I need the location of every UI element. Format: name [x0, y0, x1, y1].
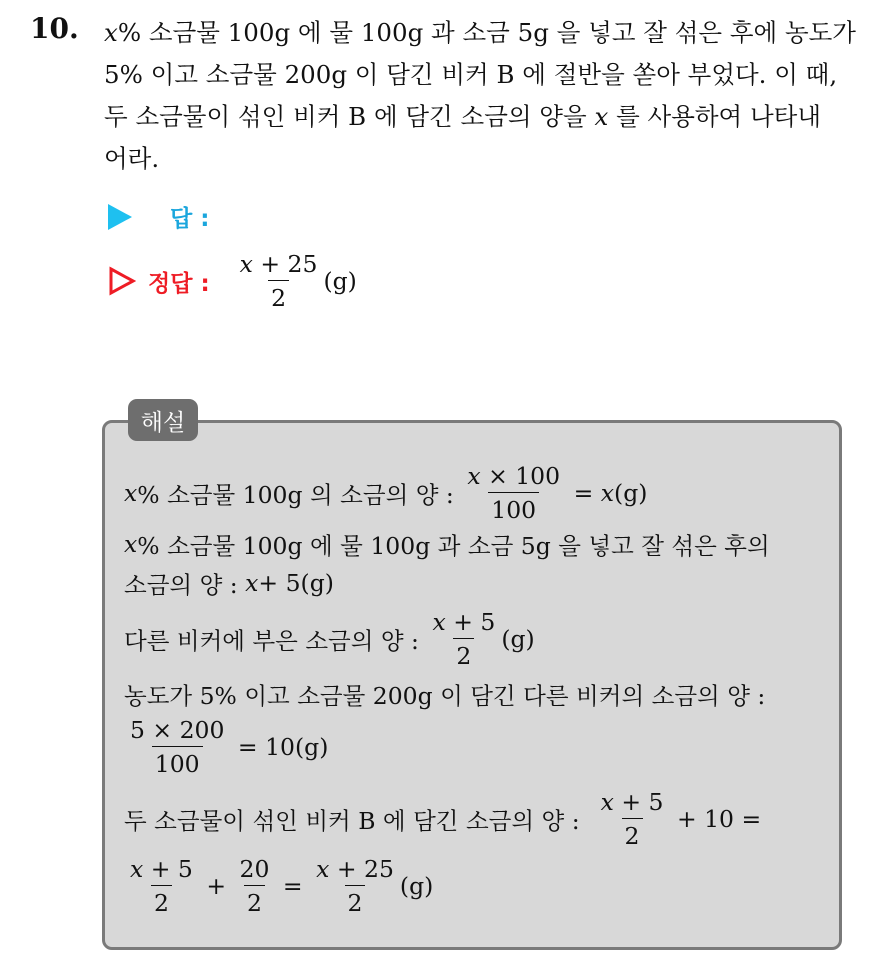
problem: [30, 12, 870, 180]
fraction: $\frac{x + 5}{2}$: [600, 788, 664, 850]
fraction: $\frac{20}{2}$: [239, 855, 270, 917]
correct-answer-row: [108, 250, 357, 312]
correct-answer-label: 정답 :: [148, 270, 210, 297]
problem-number: 10.: [30, 12, 79, 45]
solution-line-6: $\frac{5 \times 200}{100}$ = 10(g): [124, 716, 328, 778]
fraction: $\frac{x + 5}{2}$: [432, 608, 496, 670]
fraction: $\frac{x + 25}{2}$: [316, 855, 394, 917]
answer-blank-row: [108, 200, 209, 233]
fraction: $\frac{x + 25}{2}$: [239, 250, 318, 312]
problem-line-2: 5% 이고 소금물 200g 이 담긴 비커 B 에 절반을 쏟아 부었다. 이 때,: [104, 60, 838, 89]
solution-line-7: 두 소금물이 섞인 비커 B 에 담긴 소금의 양 : $\frac{x + 5}{2}$ + 10 =: [124, 788, 762, 850]
solution-line-3: 소금의 양 : x + 5(g): [124, 569, 334, 599]
solution-line-8: $\frac{x + 5}{2}$ + $\frac{20}{2}$ = $\frac{x + 25}{2}$ (g): [124, 855, 433, 917]
correct-answer-expression: $\frac{x + 25}{2}$ (g): [234, 250, 357, 312]
solution-line-1: x % 소금물 100g 의 소금의 양 : $\frac{x \times 100}{100}$ = x (g): [124, 462, 648, 524]
variable-x: x: [594, 102, 609, 131]
problem-line-3: 두 소금물이 섞인 비커 B 에 담긴 소금의 양을 x 를 사용하여 나타내: [104, 102, 821, 131]
fraction: $\frac{x + 5}{2}$: [130, 855, 193, 917]
problem-line-1: x% 소금물 100g 에 물 100g 과 소금 5g 을 넣고 잘 섞은 후에 농도가: [104, 18, 856, 47]
solution-line-4: 다른 비커에 부은 소금의 양 : $\frac{x + 5}{2}$ (g): [124, 608, 535, 670]
outline-triangle-icon: [108, 266, 136, 296]
problem-line-4: 어라.: [104, 144, 160, 173]
solution-line-2: x % 소금물 100g 에 물 100g 과 소금 5g 을 넣고 잘 섞은 후의: [124, 530, 770, 560]
solution-line-5: 농도가 5% 이고 소금물 200g 이 담긴 다른 비커의 소금의 양 :: [124, 682, 766, 710]
solution-tab: 해설: [128, 399, 198, 441]
answer-label: 답 :: [170, 206, 210, 232]
fraction: $\frac{5 \times 200}{100}$: [130, 716, 225, 778]
fraction: $\frac{x \times 100}{100}$: [467, 462, 561, 524]
play-triangle-icon: [108, 204, 132, 230]
problem-text: [104, 12, 870, 180]
variable-x: x: [104, 18, 118, 47]
